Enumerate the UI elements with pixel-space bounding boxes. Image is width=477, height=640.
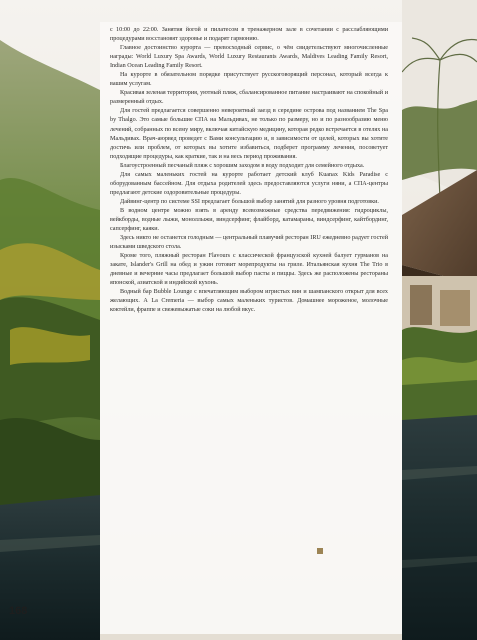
paragraph: Благоустроенный песчаный пляж с хорошим заходом в воду подходит для семейного отдыха. xyxy=(120,162,365,169)
end-of-article-mark xyxy=(317,548,323,554)
article-text-column xyxy=(110,26,388,316)
paragraph: Кроме того, пляжный ресторан Flavours с классической французской кухней балует гурманов на закате, Islander's Grill на обед и ужин готовит морепродукты на гриле. Итальянская кухня The Trio в дневные и вечерние часы предлагает большой выбор пасты и пиццы. Здесь же расположены рестораны японской, азиатской и индийской кухонь. xyxy=(110,253,388,287)
paragraph: Дайвинг-центр по системе SSI предлагает большой выбор занятий для разного уровня подготовки. xyxy=(120,198,379,205)
paragraph: На курорте в обязательном порядке присутствует русскоговорящий персонал, который всегда к вашим услугам. xyxy=(110,72,388,88)
paragraph: Водный бар Bubble Lounge с впечатляющим выбором игристых вин и шампанского открыт для всех желающих. А La Cremeria — выбор самых маленьких туристов. Домашнее мороженое, молочные коктейли, фраппе и свежевыжатые соки на любой вкус. xyxy=(110,289,388,314)
page-number: 168 xyxy=(9,605,28,617)
paragraph: Главное достоинство курорта — превосходный сервис, о чём свидетельствуют многочисленные награды: World Luxury Spa Awards, World Luxury Restaurants Awards, Maldives Leading Family Resort, Indian Ocean Leading Family Resort. xyxy=(110,45,388,70)
paragraph: Для самых маленьких гостей на курорте работает детский клуб Kuanax Kids Paradise с оборудованным бассейном. Для отдыха родителей здесь предоставляются услуги няни, а СПА-центры предлагают детские оздоровительные процедуры. xyxy=(110,171,388,196)
paragraph: с 10:00 до 22:00. Занятия йогой и пилатесом в тренажерном зале в сочетании с расслабляющими процедурами восстановят здоровье и подарят гармонию. xyxy=(110,27,388,43)
paragraph: В водном центре можно взять в аренду всевозможные средства передвижения: гидроциклы, вейкборды, водные лыжи, моноллыжи, виндсерфинг, флайборд, катамараны, виндсерфинг, кайтбординг, сапсерфинг, каяки. xyxy=(110,207,388,233)
paragraph: Красивая зеленая территория, уютный пляж, сбалансированное питание настраивают на спокойный и размеренный отдых. xyxy=(110,90,388,106)
paragraph: Здесь никто не останется голодным — центральный плавучий ресторан IRU ежедневно радует гостей изысками шведского стола. xyxy=(110,235,388,251)
paragraph: Для гостей предлагается совершенно невероятный заезд в середине острова под названием The Spa by Thalgo. Это самые большие СПА на Мальдивах, не только по размеру, но и по разнообразию меню лечений, собранных по всему миру, включая китайскую медицину, которая редко встречается в отелях на Мальдивах. Врач-аюрвед проведет с Вами консультацию и, в зависимости от целей, которых вы хотите достичь или проблем, от которых вы хотите избавиться, подберет программу лечения, посоветует подходящие процедуры, как краткие, так и на весь период проживания. xyxy=(110,108,388,160)
